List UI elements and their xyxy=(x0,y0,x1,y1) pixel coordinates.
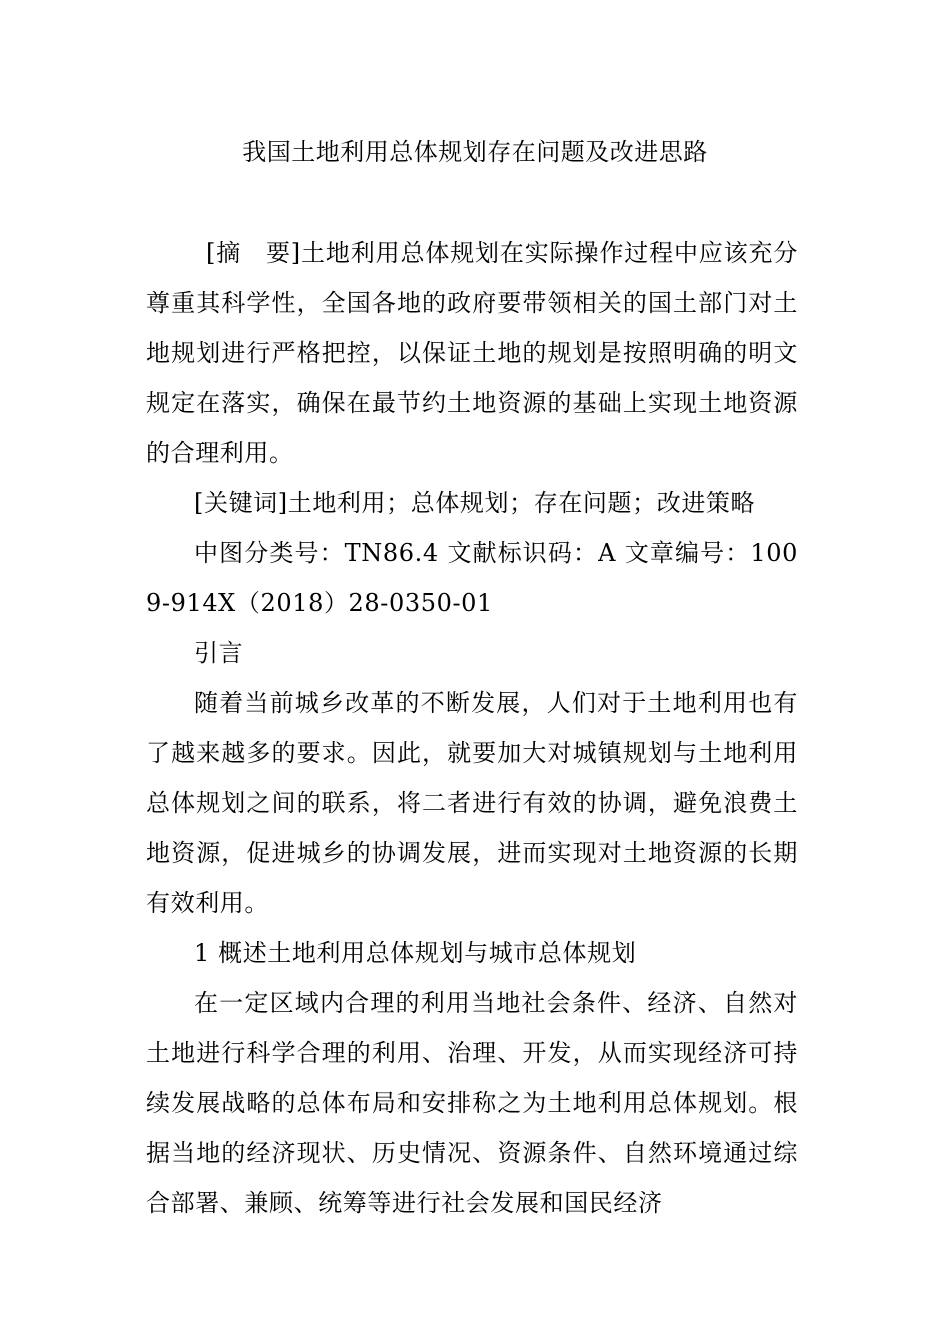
section-1-paragraph: 在一定区域内合理的利用当地社会条件、经济、自然对土地进行科学合理的利用、治理、开发，从而实现经济可持续发展战略的总体布局和安排称之为土地利用总体规划。根据当地的经济现状、历史情况、资源条件、自然环境通过综合部署、兼顾、统筹等进行社会发展和国民经济 xyxy=(146,989,798,1217)
intro-heading: 引言 xyxy=(194,639,244,667)
document-title: 我国土地利用总体规划存在问题及改进思路 xyxy=(242,138,708,166)
intro-paragraph: 随着当前城乡改革的不断发展，人们对于土地利用也有了越来越多的要求。因此，就要加大对城镇规划与土地利用总体规划之间的联系，将二者进行有效的协调，避免浪费土地资源，促进城乡的协调发展，进而实现对土地资源的长期有效利用。 xyxy=(146,689,798,917)
abstract-paragraph: [摘 要]土地利用总体规划在实际操作过程中应该充分尊重其科学性，全国各地的政府要带领相关的国土部门对土地规划进行严格把控，以保证土地的规划是按照明确的明文规定在落实，确保在最节约土地资源的基础上实现土地资源的合理利用。 xyxy=(146,239,798,467)
keywords-paragraph: [关键词]土地利用；总体规划；存在问题；改进策略 xyxy=(194,489,756,517)
section-1-heading: 1 概述土地利用总体规划与城市总体规划 xyxy=(194,939,637,967)
classification-paragraph: 中图分类号：TN86.4 文献标识码：A 文章编号：1009-914X（2018）28-0350-01 xyxy=(146,539,798,617)
document-body xyxy=(146,228,798,1228)
